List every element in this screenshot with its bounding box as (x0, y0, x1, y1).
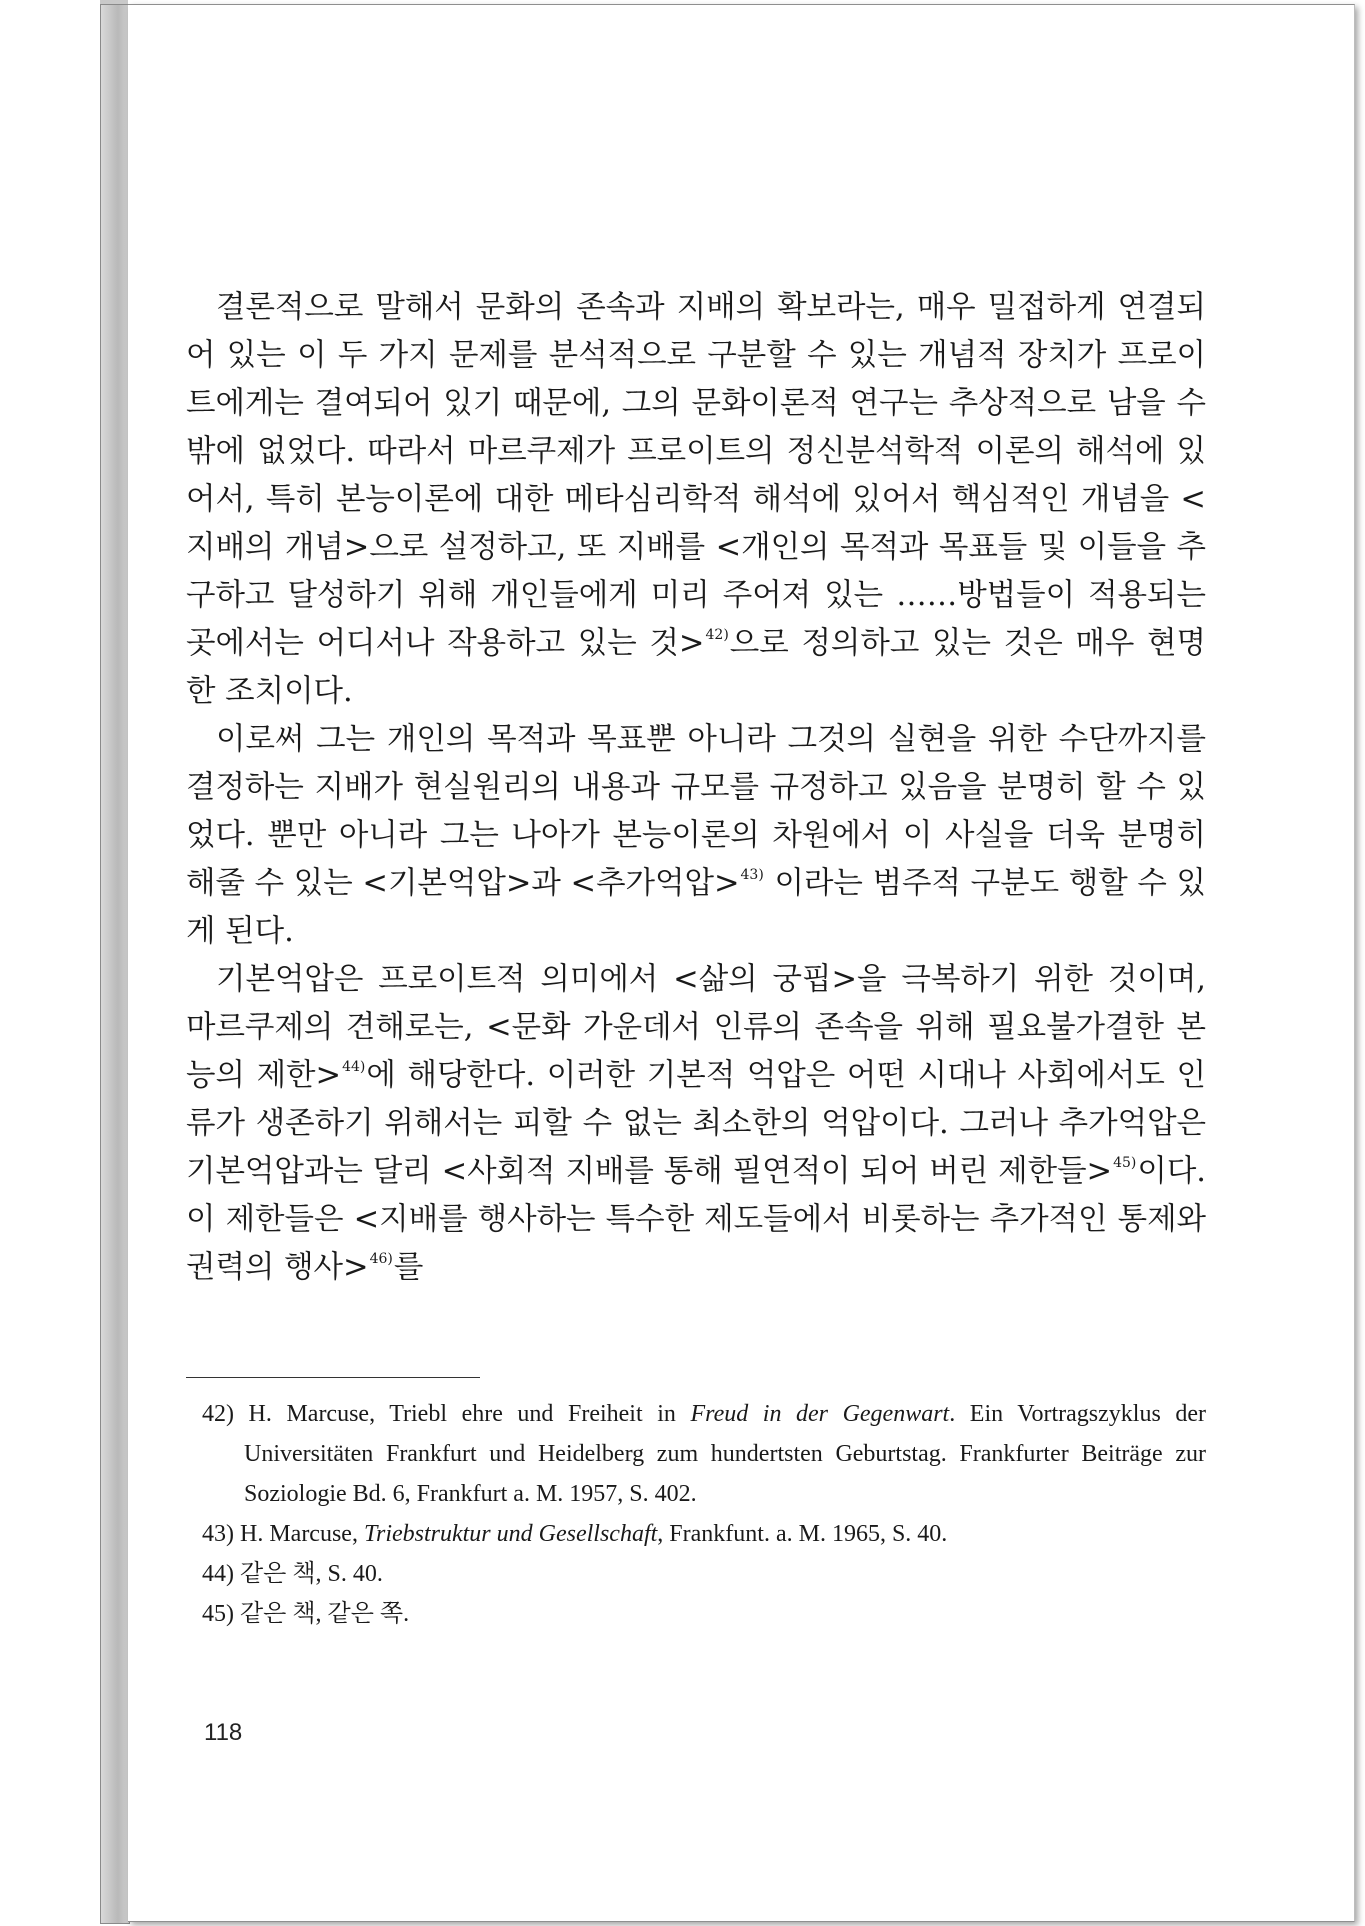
book-title: Triebstruktur und Gesellschaft (363, 1521, 658, 1547)
body-text (186, 284, 1206, 1292)
footnote-43 (202, 1514, 1206, 1554)
footnote-ref: 43) (740, 867, 764, 883)
footnote-44 (202, 1554, 1206, 1594)
footnotes (202, 1394, 1206, 1634)
text-run: 43) H. Marcuse, (202, 1521, 364, 1547)
book-spine (100, 4, 130, 1924)
text-run: 에 해당한다. 이러한 기본적 억압은 어떤 시대나 사회에서도 인류가 생존하기 위해서는 피할 수 없는 최소한의 억압이다. 그러나 추가억압은 기본억압과는 달리 <사회적 지배를 통해 필연적이 되어 버린 제한들> (186, 1058, 1206, 1189)
text-run: . Ein Vortragszyklus der Universitäten Frankfurt und Heidelberg zum hundertsten Geburtstag. Frankfurter Beiträge zur Soziologie Bd. 6, Frankfurt a. M. 1957, S. 402. (244, 1401, 1206, 1507)
text-run: 를 (393, 1250, 424, 1285)
text-run: 결론적으로 말해서 문화의 존속과 지배의 확보라는, 매우 밀접하게 연결되어 있는 이 두 가지 문제를 분석적으로 구분할 수 있는 개념적 장치가 프로이트에게는 결여되어 있기 때문에, 그의 문화이론적 연구는 추상적으로 남을 수밖에 없었다. 따라서 마르쿠제가 프로이트의 정신분석학적 이론의 해석에 있어서, 특히 본능이론에 대한 메타심리학적 해석에 있어서 핵심적인 개념을 <지배의 개념>으로 설정하고, 또 지배를 <개인의 목적과 목표들 및 이들을 추구하고 달성하기 위해 개인들에게 미리 주어져 있는 ……방법들이 적용되는 곳에서는 어디서나 작용하고 있는 것> (186, 290, 1206, 661)
text-run: 45) 같은 책, 같은 쪽. (202, 1601, 410, 1627)
footnote-ref: 42) (705, 627, 729, 643)
text-run: , Frankfunt. a. M. 1965, S. 40. (657, 1521, 948, 1547)
text-run: 으로 정의하고 있는 것은 매우 현명한 조치이다. (186, 626, 1206, 709)
paragraph (186, 956, 1206, 1292)
footnote-ref: 46) (369, 1251, 393, 1267)
footnote-45 (202, 1594, 1206, 1634)
footnote-ref: 44) (342, 1059, 366, 1075)
footnote-divider (186, 1377, 480, 1378)
page-number: 118 (204, 1719, 243, 1746)
text-run: 42) H. Marcuse, Triebl ehre und Freiheit in (202, 1401, 691, 1427)
text-run: 기본억압은 프로이트적 의미에서 <삶의 궁핍>을 극복하기 위한 것이며, 마르쿠제의 견해로는, <문화 가운데서 인류의 존속을 위해 필요불가결한 본능의 제한> (186, 962, 1206, 1093)
text-run: 이다. 이 제한들은 <지배를 행사하는 특수한 제도들에서 비롯하는 추가적인 통제와 권력의 행사> (186, 1154, 1206, 1285)
footnote-42 (202, 1394, 1206, 1514)
text-run: 이라는 범주적 구분도 행할 수 있게 된다. (186, 866, 1206, 949)
text-run: 44) 같은 책, S. 40. (202, 1561, 383, 1587)
footnote-ref: 45) (1113, 1155, 1137, 1171)
paragraph (186, 284, 1206, 716)
paragraph (186, 716, 1206, 956)
text-run: 이로써 그는 개인의 목적과 목표뿐 아니라 그것의 실현을 위한 수단까지를 결정하는 지배가 현실원리의 내용과 규모를 규정하고 있음을 분명히 할 수 있었다. 뿐만 아니라 그는 나아가 본능이론의 차원에서 이 사실을 더욱 분명히 해줄 수 있는 <기본억압>과 <추가억압> (186, 722, 1206, 901)
book-title: Freud in der Gegenwart (690, 1401, 950, 1427)
